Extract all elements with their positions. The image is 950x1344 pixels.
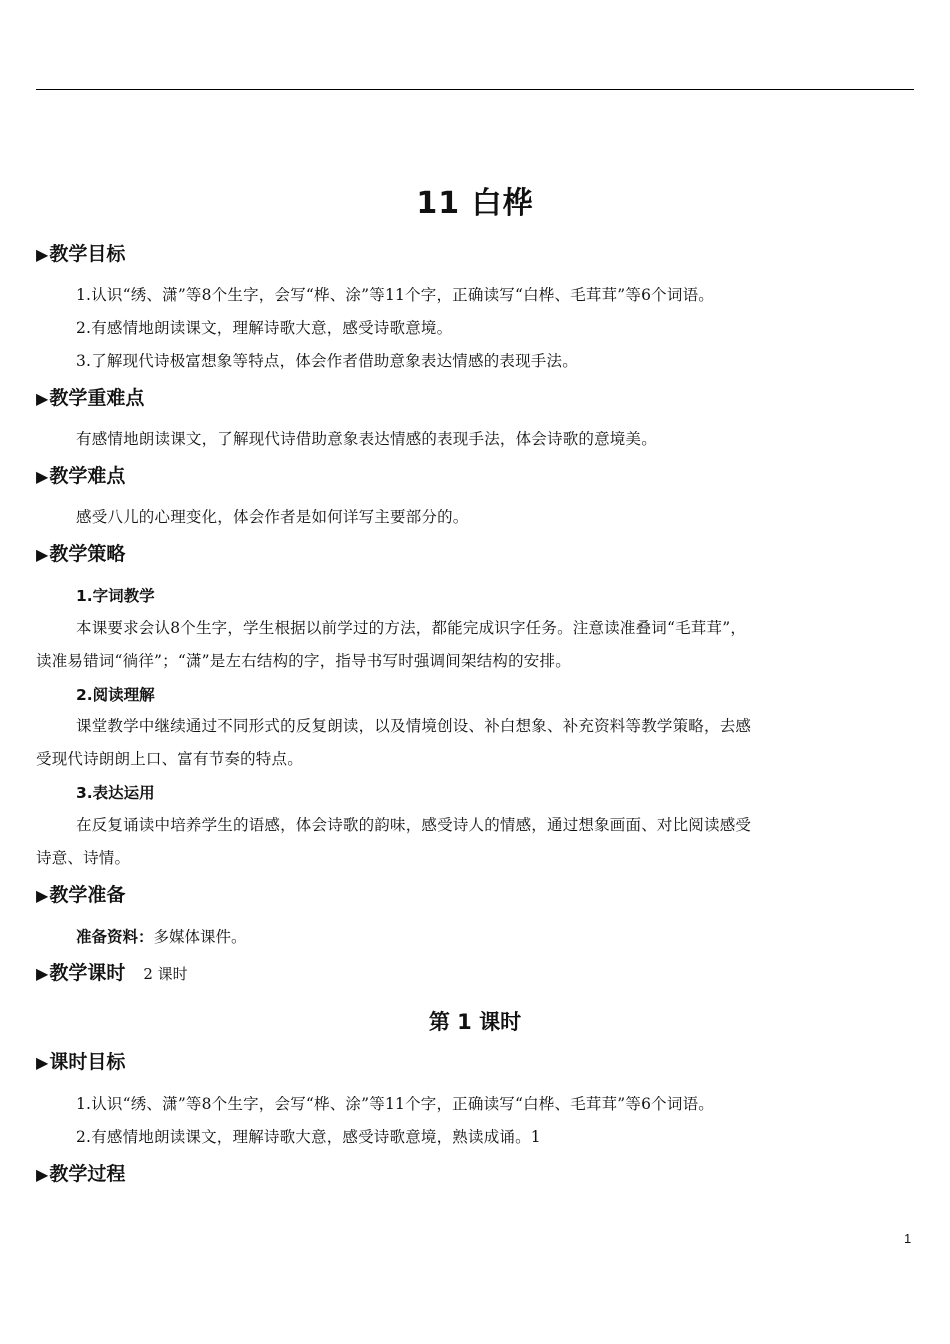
goal-item-2: 2.有感情地朗读课文，理解诗歌大意，感受诗歌意境。 (76, 319, 453, 337)
preparation-label: 准备资料： (76, 928, 154, 946)
heading-periods: ▶教学课时 2 课时 (36, 962, 188, 984)
lesson-goal-2: 2.有感情地朗读课文，理解诗歌大意，感受诗歌意境，熟读成诵。1 (76, 1128, 541, 1146)
strategy-sub2-line1: 课堂教学中继续通过不同形式的反复朗读，以及情境创设、补白想象、补充资料等教学策略，去感 (76, 717, 752, 735)
header-rule (36, 89, 914, 90)
goal-item-3: 3.了解现代诗极富想象等特点，体会作者借助意象表达情感的表现手法。 (76, 352, 578, 370)
strategy-sub1-title: 1.字词教学 (76, 587, 155, 605)
triangle-marker-icon: ▶ (36, 886, 49, 905)
strategy-sub3-title: 3.表达运用 (76, 784, 155, 802)
page-title: 11 白桦 (416, 186, 534, 221)
heading-lesson-goals: ▶课时目标 (36, 1051, 126, 1073)
strategy-sub2-title: 2.阅读理解 (76, 686, 155, 704)
preparation-line (76, 924, 247, 950)
heading-preparation: ▶教学准备 (36, 884, 126, 906)
heading-strategy: ▶教学策略 (36, 543, 126, 565)
goal-item-1: 1.认识“绣、潇”等8个生字，会写“桦、涂”等11个字，正确读写“白桦、毛茸茸”等6个词语。 (76, 286, 714, 304)
heading-goals: ▶教学目标 (36, 243, 126, 265)
heading-key-points: ▶教学重难点 (36, 387, 145, 409)
strategy-sub1-line1: 本课要求会认8个生字，学生根据以前学过的方法，都能完成识字任务。注意读准叠词“毛茸茸”， (76, 619, 747, 637)
lesson-goal-1: 1.认识“绣、潇”等8个生字，会写“桦、涂”等11个字，正确读写“白桦、毛茸茸”等6个词语。 (76, 1095, 714, 1113)
preparation-value: 多媒体课件。 (153, 928, 247, 946)
page-number: 1 (904, 1231, 912, 1246)
strategy-sub1-line2: 读准易错词“徜徉”；“潇”是左右结构的字，指导书写时强调间架结构的安排。 (36, 652, 571, 670)
triangle-marker-icon: ▶ (36, 545, 49, 564)
periods-value: 2 课时 (143, 965, 188, 983)
strategy-sub2-line2: 受现代诗朗朗上口、富有节奏的特点。 (36, 750, 303, 768)
heading-difficulties: ▶教学难点 (36, 465, 126, 487)
triangle-marker-icon: ▶ (36, 467, 49, 486)
triangle-marker-icon: ▶ (36, 1165, 49, 1184)
triangle-marker-icon: ▶ (36, 245, 49, 264)
triangle-marker-icon: ▶ (36, 964, 49, 983)
lesson-1-title: 第 1 课时 (428, 1010, 522, 1034)
triangle-marker-icon: ▶ (36, 1053, 49, 1072)
strategy-sub3-line1: 在反复诵读中培养学生的语感，体会诗歌的韵味，感受诗人的情感，通过想象画面、对比阅读感受 (76, 816, 752, 834)
heading-process: ▶教学过程 (36, 1163, 126, 1185)
difficulties-text: 感受八儿的心理变化，体会作者是如何详写主要部分的。 (76, 508, 469, 526)
key-points-text: 有感情地朗读课文，了解现代诗借助意象表达情感的表现手法，体会诗歌的意境美。 (76, 430, 657, 448)
triangle-marker-icon: ▶ (36, 389, 49, 408)
strategy-sub3-line2: 诗意、诗情。 (36, 849, 131, 867)
